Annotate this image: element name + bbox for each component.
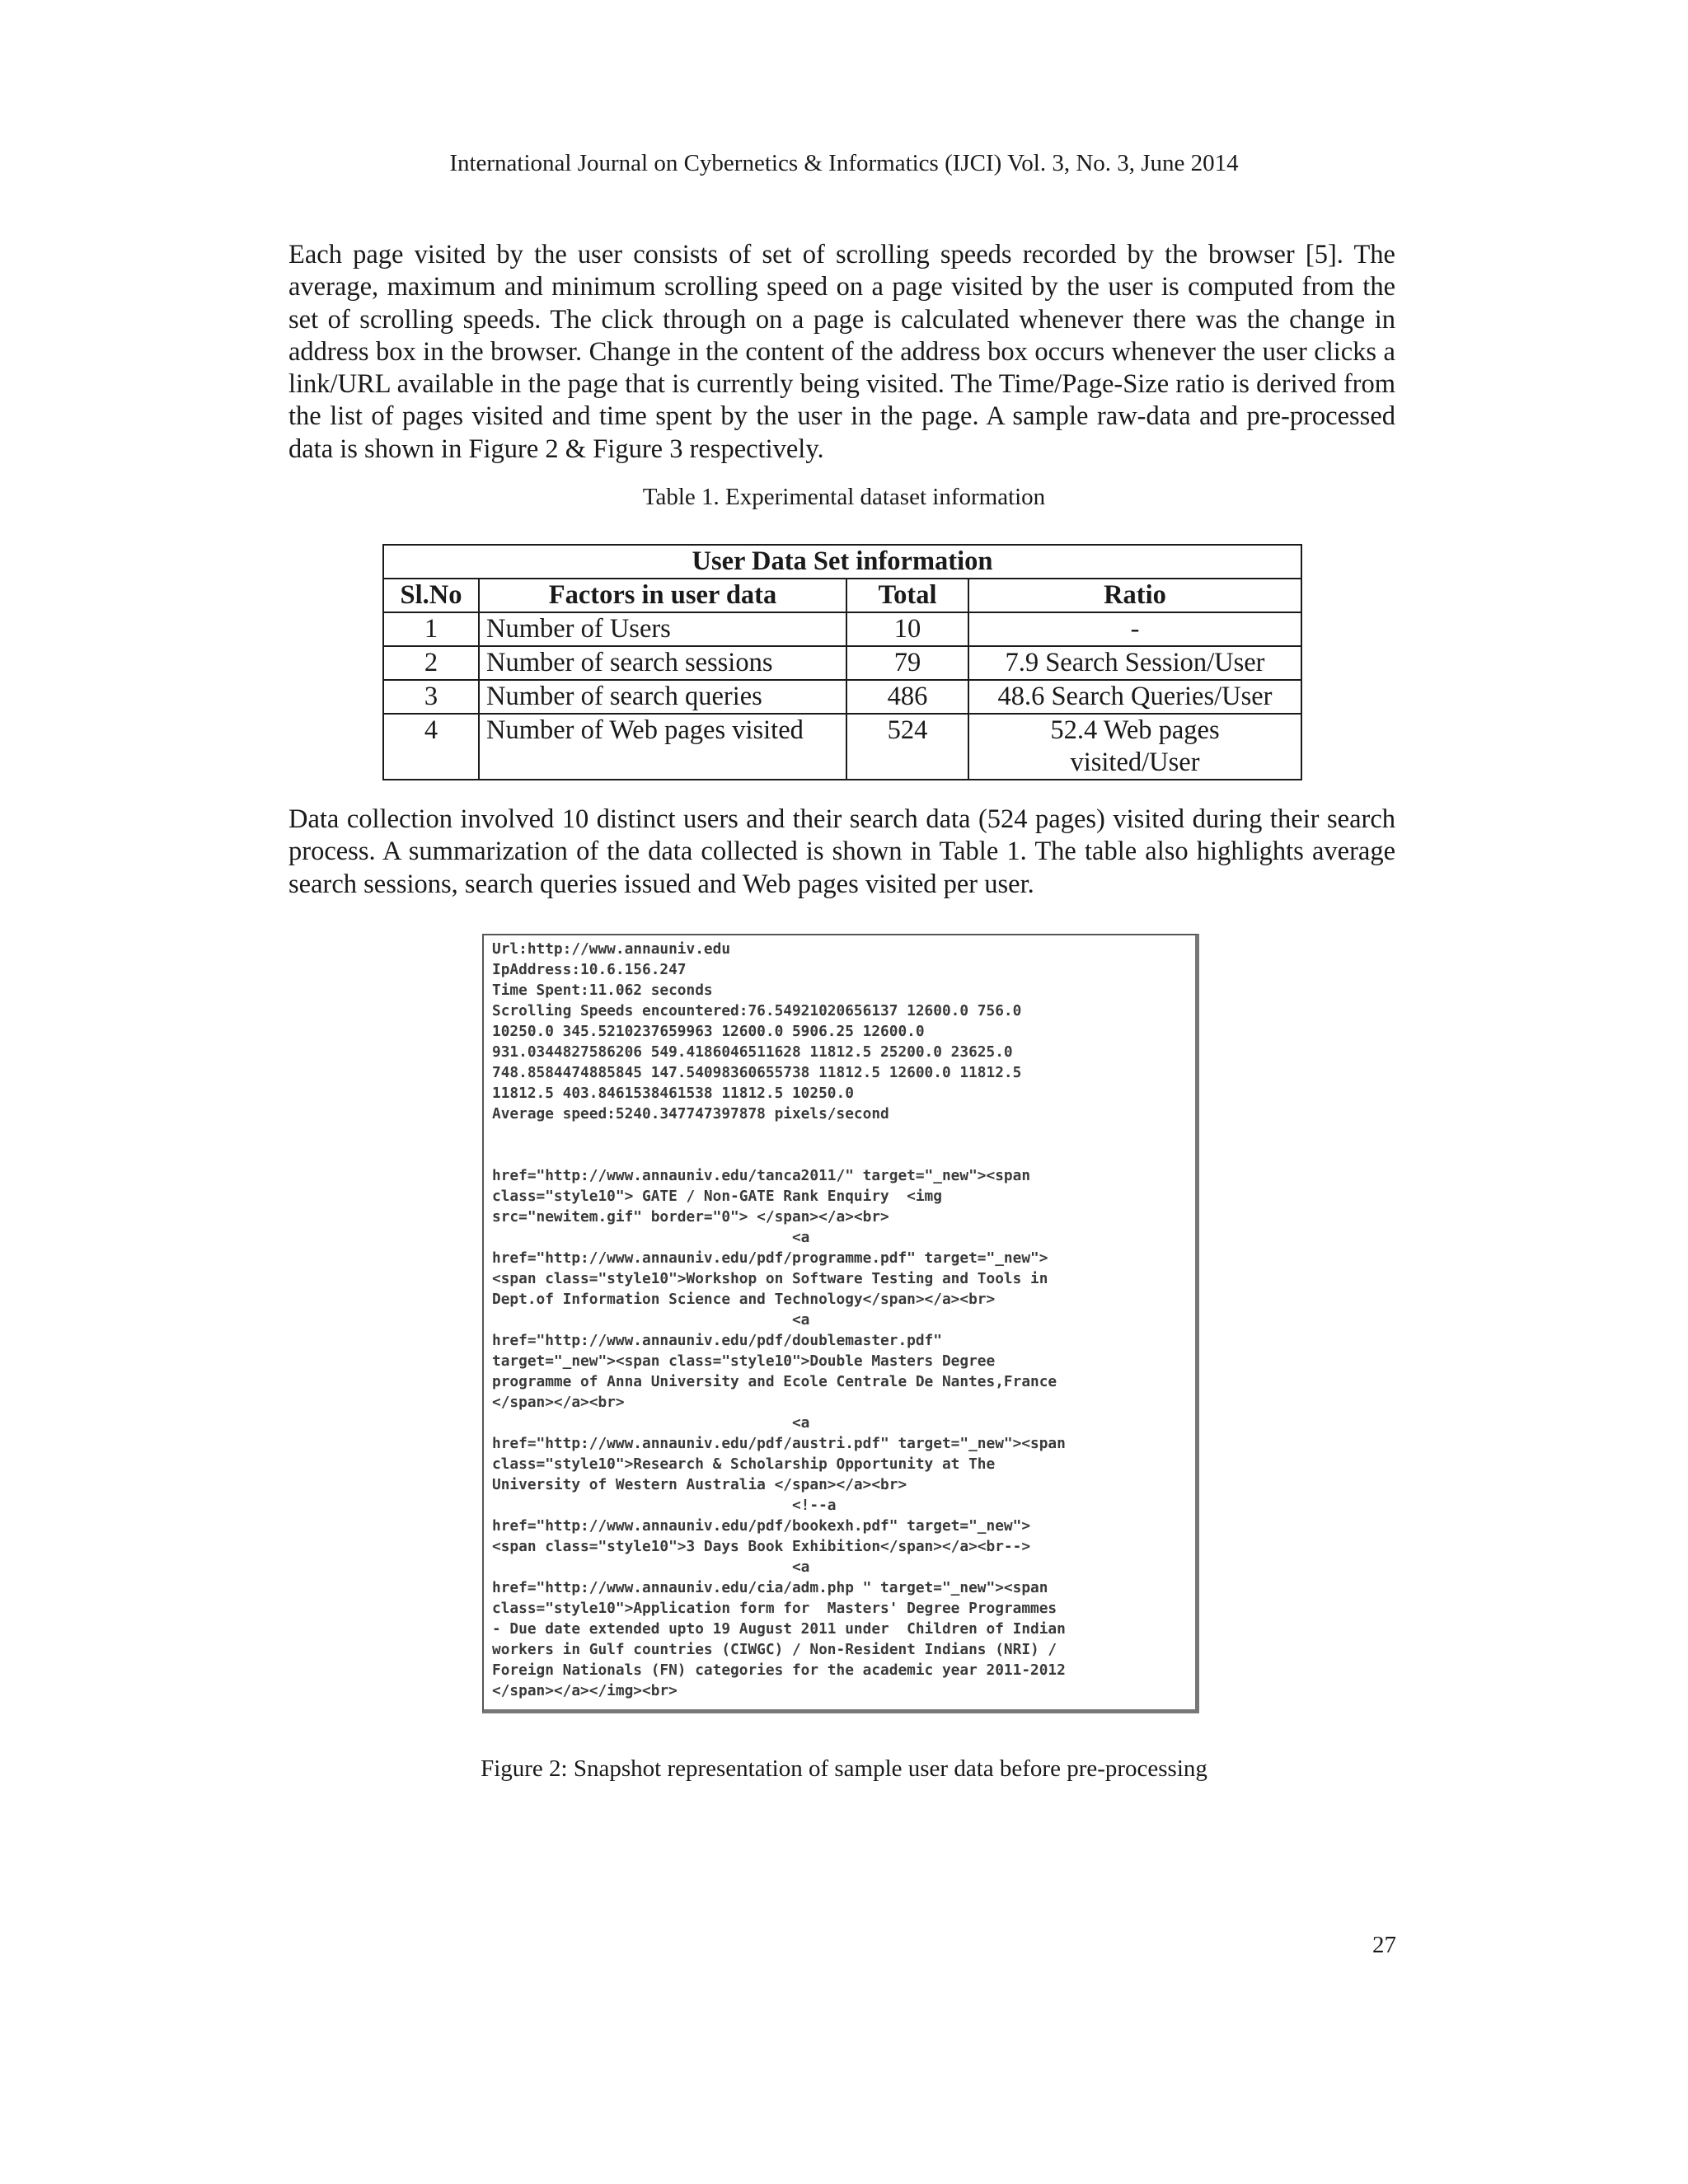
table-caption: Table 1. Experimental dataset information — [642, 484, 1046, 510]
table-row — [383, 680, 1301, 714]
code-line: 931.0344827586206 549.4186046511628 11812.5 25200.0 23625.0 — [492, 1043, 1013, 1061]
code-line: class="style10">Research & Scholarship Opportunity at The — [492, 1455, 996, 1473]
figure-caption: Figure 2: Snapshot representation of sample user data before pre-processing — [481, 1755, 1207, 1782]
body-paragraph-2: Data collection involved 10 distinct users and their search data (524 pages) visited during their search process. A summarization of the data collected is shown in Table 1. The table also highlights average search sessions, search queries issued and Web pages visited per user. — [288, 804, 1395, 899]
code-line: programme of Anna University and Ecole Centrale De Nantes,France — [492, 1373, 1057, 1390]
code-line: Foreign Nationals (FN) categories for the academic year 2011-2012 — [492, 1661, 1066, 1679]
code-line: University of Western Australia </span></a><br> — [492, 1476, 907, 1493]
dataset-table — [382, 544, 1302, 780]
table-title: User Data Set information — [383, 545, 1301, 579]
code-line: 10250.0 345.5210237659963 12600.0 5906.25 12600.0 — [492, 1023, 925, 1040]
cell-total: 486 — [846, 680, 968, 714]
cell-factor: Number of search sessions — [479, 646, 846, 680]
code-line: <a — [492, 1558, 810, 1576]
cell-ratio: 7.9 Search Session/User — [968, 646, 1301, 680]
code-line: workers in Gulf countries (CIWGC) / Non-Resident Indians (NRI) / — [492, 1641, 1057, 1658]
code-line: href="http://www.annauniv.edu/pdf/programme.pdf" target="_new"> — [492, 1249, 1048, 1267]
code-line: <a — [492, 1229, 810, 1246]
table-row — [383, 714, 1301, 780]
code-line: class="style10"> GATE / Non-GATE Rank Enquiry <img — [492, 1188, 942, 1205]
table-row — [383, 612, 1301, 646]
code-line: </span></a></img><br> — [492, 1682, 678, 1699]
code-line: <span class="style10">3 Days Book Exhibition</span></a><br--> — [492, 1538, 1031, 1555]
code-line: Dept.of Information Science and Technology</span></a><br> — [492, 1291, 996, 1308]
code-line: <span class="style10">Workshop on Software Testing and Tools in — [492, 1270, 1048, 1287]
cell-factor: Number of search queries — [479, 680, 846, 714]
code-line: src="newitem.gif" border="0"> </span></a><br> — [492, 1208, 889, 1226]
cell-slno: 3 — [383, 680, 479, 714]
code-line: Scrolling Speeds encountered:76.54921020656137 12600.0 756.0 — [492, 1002, 1022, 1019]
code-line: IpAddress:10.6.156.247 — [492, 961, 687, 978]
code-line: target="_new"><span class="style10">Double Masters Degree — [492, 1352, 996, 1370]
cell-factor: Number of Users — [479, 612, 846, 646]
cell-ratio: - — [968, 612, 1301, 646]
code-line: Time Spent:11.062 seconds — [492, 982, 713, 999]
cell-total: 79 — [846, 646, 968, 680]
cell-ratio: 52.4 Web pages visited/User — [968, 714, 1301, 780]
code-line: href="http://www.annauniv.edu/pdf/austri.pdf" target="_new"><span — [492, 1435, 1066, 1452]
body-paragraph-1: Each page visited by the user consists of set of scrolling speeds recorded by the browser [5]. The average, maximum and minimum scrolling speed on a page visited by the user is computed from the set of scrolling speeds. The click through on a page is calculated whenever there was the change in address box in the browser. Change in the content of the address box occurs whenever the user clicks a link/URL available in the page that is currently being visited. The Time/Page-Size ratio is derived from the list of pages visited and time spent by the user in the page. A sample raw-data and pre-processed data is shown in Figure 2 & Figure 3 respectively. — [288, 240, 1395, 464]
cell-factor: Number of Web pages visited — [479, 714, 846, 780]
code-line: <a — [492, 1311, 810, 1329]
code-line: Average speed:5240.347747397878 pixels/second — [492, 1105, 889, 1122]
cell-total: 10 — [846, 612, 968, 646]
column-header-factors: Factors in user data — [479, 579, 846, 612]
table-title-row — [383, 545, 1301, 579]
running-header: International Journal on Cybernetics & Informatics (IJCI) Vol. 3, No. 3, June 2014 — [449, 150, 1239, 176]
column-header-total: Total — [846, 579, 968, 612]
table-header-row — [383, 579, 1301, 612]
code-line: href="http://www.annauniv.edu/pdf/doublemaster.pdf" — [492, 1332, 942, 1349]
figure-2-snapshot — [482, 934, 1199, 1713]
cell-slno: 1 — [383, 612, 479, 646]
code-line: 748.8584474885845 147.54098360655738 11812.5 12600.0 11812.5 — [492, 1064, 1022, 1081]
code-line: </span></a><br> — [492, 1394, 625, 1411]
cell-total: 524 — [846, 714, 968, 780]
code-line: Url:http://www.annauniv.edu — [492, 940, 731, 958]
code-line: - Due date extended upto 19 August 2011 under Children of Indian — [492, 1620, 1066, 1638]
code-line: <!--a — [492, 1497, 837, 1514]
table-row — [383, 646, 1301, 680]
cell-slno: 2 — [383, 646, 479, 680]
code-line: class="style10">Application form for Masters' Degree Programmes — [492, 1600, 1057, 1617]
code-line: href="http://www.annauniv.edu/pdf/bookexh.pdf" target="_new"> — [492, 1517, 1031, 1535]
page-number: 27 — [1372, 1932, 1396, 1958]
code-line: href="http://www.annauniv.edu/cia/adm.php " target="_new"><span — [492, 1579, 1048, 1596]
code-line: 11812.5 403.8461538461538 11812.5 10250.0 — [492, 1085, 854, 1102]
column-header-slno: Sl.No — [383, 579, 479, 612]
code-line: <a — [492, 1414, 810, 1432]
column-header-ratio: Ratio — [968, 579, 1301, 612]
cell-ratio: 48.6 Search Queries/User — [968, 680, 1301, 714]
cell-slno: 4 — [383, 714, 479, 780]
raw-data-listing — [492, 939, 1189, 1701]
code-line: href="http://www.annauniv.edu/tanca2011/" target="_new"><span — [492, 1167, 1031, 1184]
